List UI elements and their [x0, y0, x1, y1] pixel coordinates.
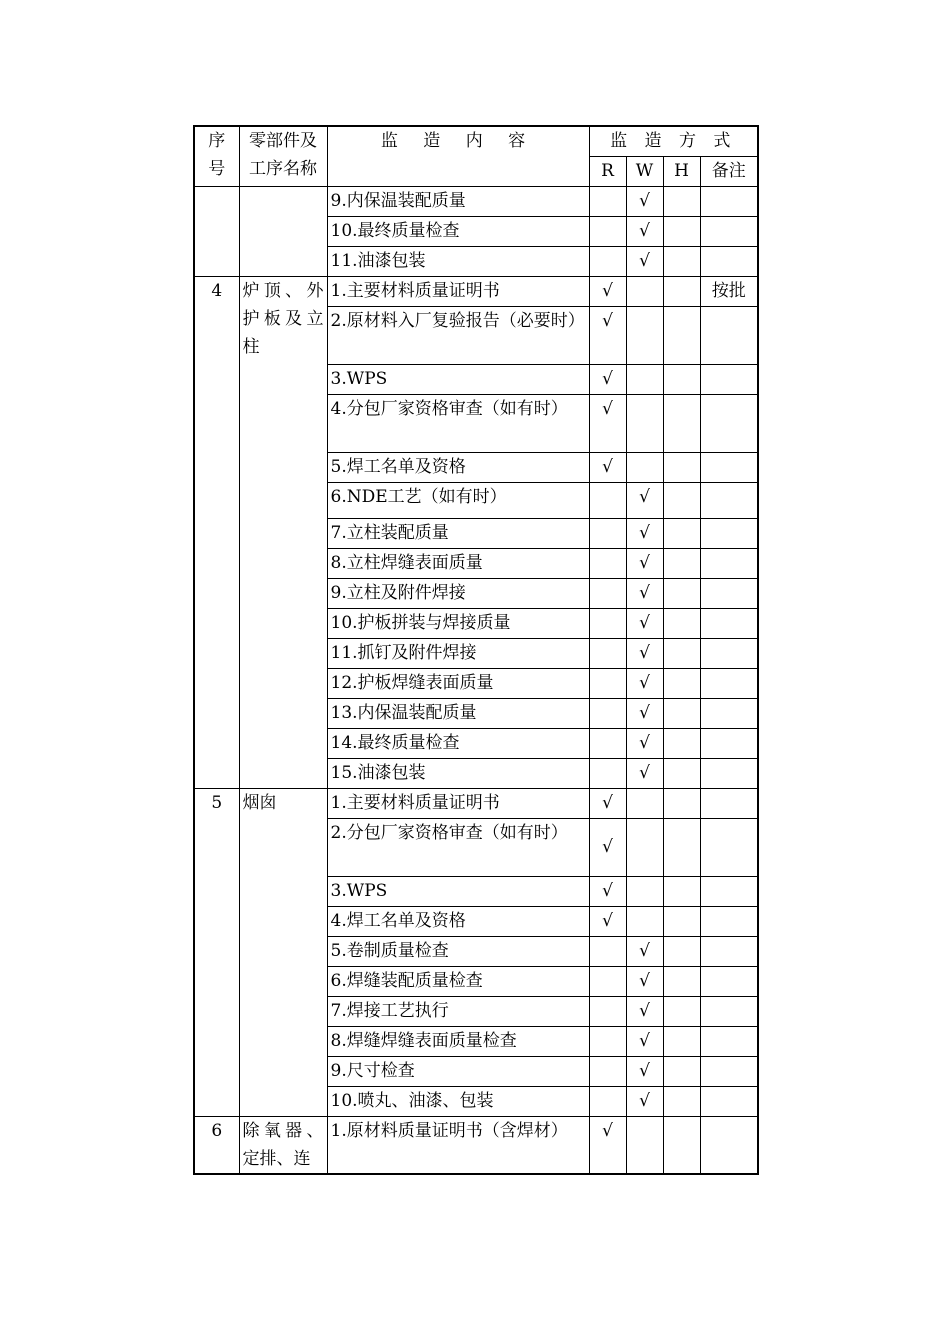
empty-cell-r [589, 698, 626, 728]
supervision-table [193, 125, 759, 1175]
item-text: 7.立柱装配质量 [327, 518, 589, 548]
item-text: 1.主要材料质量证明书 [327, 788, 589, 818]
item-text: 9.立柱及附件焊接 [327, 578, 589, 608]
check-mark-w: √ [626, 246, 663, 276]
empty-note-cell [700, 728, 758, 758]
empty-cell-r [589, 758, 626, 788]
empty-note-cell [700, 936, 758, 966]
empty-cell-r [589, 482, 626, 518]
item-text: 5.卷制质量检查 [327, 936, 589, 966]
table-row [194, 1116, 758, 1174]
item-text: 6.NDE工艺（如有时） [327, 482, 589, 518]
empty-cell-h [663, 578, 700, 608]
empty-cell-h [663, 638, 700, 668]
empty-cell-h [663, 608, 700, 638]
header-part-line1: 零部件及 [249, 131, 317, 151]
empty-note-cell [700, 966, 758, 996]
check-mark-w: √ [626, 482, 663, 518]
check-mark-w: √ [626, 518, 663, 548]
item-note: 按批 [700, 276, 758, 306]
empty-cell-h [663, 276, 700, 306]
empty-note-cell [700, 1056, 758, 1086]
item-text: 14.最终质量检查 [327, 728, 589, 758]
header-col-w: W [626, 156, 663, 186]
check-mark-r: √ [589, 1116, 626, 1174]
empty-cell-r [589, 668, 626, 698]
empty-note-cell [700, 246, 758, 276]
header-col-note: 备注 [700, 156, 758, 186]
empty-cell-r [589, 1056, 626, 1086]
empty-cell-h [663, 698, 700, 728]
empty-note-cell [700, 186, 758, 216]
empty-cell-w [626, 906, 663, 936]
section-seq: 4 [194, 276, 239, 788]
empty-cell-h [663, 186, 700, 216]
header-col-h: H [663, 156, 700, 186]
section-seq: 6 [194, 1116, 239, 1174]
check-mark-r: √ [589, 364, 626, 394]
empty-note-cell [700, 788, 758, 818]
empty-cell-h [663, 966, 700, 996]
check-mark-r: √ [589, 818, 626, 876]
header-part [239, 126, 327, 186]
empty-cell-h [663, 482, 700, 518]
check-mark-w: √ [626, 186, 663, 216]
empty-cell-r [589, 216, 626, 246]
empty-cell-h [663, 996, 700, 1026]
empty-note-cell [700, 364, 758, 394]
empty-note-cell [700, 482, 758, 518]
section-seq [194, 186, 239, 276]
header-row-1 [194, 126, 758, 156]
empty-note-cell [700, 452, 758, 482]
check-mark-r: √ [589, 394, 626, 452]
empty-note-cell [700, 906, 758, 936]
empty-cell-h [663, 548, 700, 578]
empty-note-cell [700, 548, 758, 578]
section-name: 烟囱 [239, 788, 327, 1116]
section-seq: 5 [194, 788, 239, 1116]
empty-cell-h [663, 936, 700, 966]
empty-cell-w [626, 276, 663, 306]
check-mark-r: √ [589, 906, 626, 936]
empty-note-cell [700, 1026, 758, 1056]
item-text: 11.抓钉及附件焊接 [327, 638, 589, 668]
empty-note-cell [700, 608, 758, 638]
check-mark-w: √ [626, 1086, 663, 1116]
empty-note-cell [700, 306, 758, 364]
item-text: 2.分包厂家资格审查（如有时） [327, 818, 589, 876]
item-text: 4.分包厂家资格审查（如有时） [327, 394, 589, 452]
empty-cell-w [626, 394, 663, 452]
check-mark-w: √ [626, 668, 663, 698]
empty-cell-w [626, 306, 663, 364]
empty-cell-w [626, 876, 663, 906]
empty-cell-h [663, 452, 700, 482]
empty-cell-r [589, 578, 626, 608]
empty-cell-w [626, 818, 663, 876]
item-text: 3.WPS [327, 364, 589, 394]
check-mark-w: √ [626, 936, 663, 966]
check-mark-w: √ [626, 698, 663, 728]
check-mark-w: √ [626, 758, 663, 788]
header-seq-line2: 号 [208, 159, 226, 179]
empty-cell-r [589, 186, 626, 216]
check-mark-r: √ [589, 306, 626, 364]
item-text: 6.焊缝装配质量检查 [327, 966, 589, 996]
empty-cell-h [663, 668, 700, 698]
header-part-line2: 工序名称 [249, 159, 317, 179]
item-text: 4.焊工名单及资格 [327, 906, 589, 936]
empty-note-cell [700, 758, 758, 788]
check-mark-r: √ [589, 452, 626, 482]
check-mark-w: √ [626, 578, 663, 608]
empty-note-cell [700, 996, 758, 1026]
empty-cell-r [589, 548, 626, 578]
empty-note-cell [700, 578, 758, 608]
empty-cell-r [589, 608, 626, 638]
empty-cell-h [663, 216, 700, 246]
table-body [194, 126, 758, 1174]
item-text: 5.焊工名单及资格 [327, 452, 589, 482]
check-mark-w: √ [626, 966, 663, 996]
header-method: 监 造 方 式 [589, 126, 758, 156]
empty-cell-h [663, 1086, 700, 1116]
header-content: 监 造 内 容 [327, 126, 589, 186]
empty-cell-h [663, 876, 700, 906]
empty-note-cell [700, 698, 758, 728]
empty-cell-w [626, 364, 663, 394]
empty-note-cell [700, 216, 758, 246]
item-text: 10.护板拼装与焊接质量 [327, 608, 589, 638]
empty-cell-r [589, 1086, 626, 1116]
item-text: 1.原材料质量证明书（含焊材） [327, 1116, 589, 1174]
header-seq-line1: 序 [208, 131, 226, 151]
empty-cell-h [663, 728, 700, 758]
empty-cell-r [589, 936, 626, 966]
check-mark-w: √ [626, 728, 663, 758]
empty-cell-r [589, 518, 626, 548]
item-text: 11.油漆包装 [327, 246, 589, 276]
empty-cell-w [626, 452, 663, 482]
empty-cell-h [663, 788, 700, 818]
empty-cell-h [663, 518, 700, 548]
empty-cell-h [663, 906, 700, 936]
check-mark-w: √ [626, 1026, 663, 1056]
check-mark-r: √ [589, 276, 626, 306]
check-mark-w: √ [626, 216, 663, 246]
item-text: 9.内保温装配质量 [327, 186, 589, 216]
header-seq [194, 126, 239, 186]
item-text: 9.尺寸检查 [327, 1056, 589, 1086]
empty-cell-h [663, 364, 700, 394]
item-text: 12.护板焊缝表面质量 [327, 668, 589, 698]
check-mark-w: √ [626, 608, 663, 638]
item-text: 2.原材料入厂复验报告（必要时） [327, 306, 589, 364]
check-mark-r: √ [589, 876, 626, 906]
empty-cell-h [663, 758, 700, 788]
empty-cell-r [589, 246, 626, 276]
item-text: 1.主要材料质量证明书 [327, 276, 589, 306]
check-mark-w: √ [626, 996, 663, 1026]
item-text: 8.焊缝焊缝表面质量检查 [327, 1026, 589, 1056]
empty-cell-r [589, 1026, 626, 1056]
empty-cell-h [663, 394, 700, 452]
item-text: 7.焊接工艺执行 [327, 996, 589, 1026]
section-name [239, 186, 327, 276]
empty-cell-w [626, 1116, 663, 1174]
empty-cell-h [663, 246, 700, 276]
empty-note-cell [700, 876, 758, 906]
check-mark-w: √ [626, 548, 663, 578]
empty-cell-h [663, 1116, 700, 1174]
check-mark-w: √ [626, 1056, 663, 1086]
check-mark-r: √ [589, 788, 626, 818]
empty-note-cell [700, 668, 758, 698]
table-row [194, 788, 758, 818]
item-text: 8.立柱焊缝表面质量 [327, 548, 589, 578]
empty-cell-r [589, 728, 626, 758]
item-text: 3.WPS [327, 876, 589, 906]
empty-cell-w [626, 788, 663, 818]
item-text: 10.喷丸、油漆、包装 [327, 1086, 589, 1116]
item-text: 13.内保温装配质量 [327, 698, 589, 728]
section-name: 炉顶、外护板及立柱 [239, 276, 327, 788]
item-text: 15.油漆包装 [327, 758, 589, 788]
empty-note-cell [700, 1116, 758, 1174]
check-mark-w: √ [626, 638, 663, 668]
empty-cell-r [589, 638, 626, 668]
item-text: 10.最终质量检查 [327, 216, 589, 246]
table-row [194, 276, 758, 306]
empty-cell-r [589, 996, 626, 1026]
empty-cell-h [663, 1026, 700, 1056]
empty-cell-r [589, 966, 626, 996]
header-col-r: R [589, 156, 626, 186]
empty-note-cell [700, 394, 758, 452]
empty-cell-h [663, 818, 700, 876]
empty-cell-h [663, 306, 700, 364]
section-name: 除氧器、定排、连 [239, 1116, 327, 1174]
empty-cell-h [663, 1056, 700, 1086]
empty-note-cell [700, 638, 758, 668]
empty-note-cell [700, 518, 758, 548]
table-row [194, 186, 758, 216]
empty-note-cell [700, 1086, 758, 1116]
empty-note-cell [700, 818, 758, 876]
